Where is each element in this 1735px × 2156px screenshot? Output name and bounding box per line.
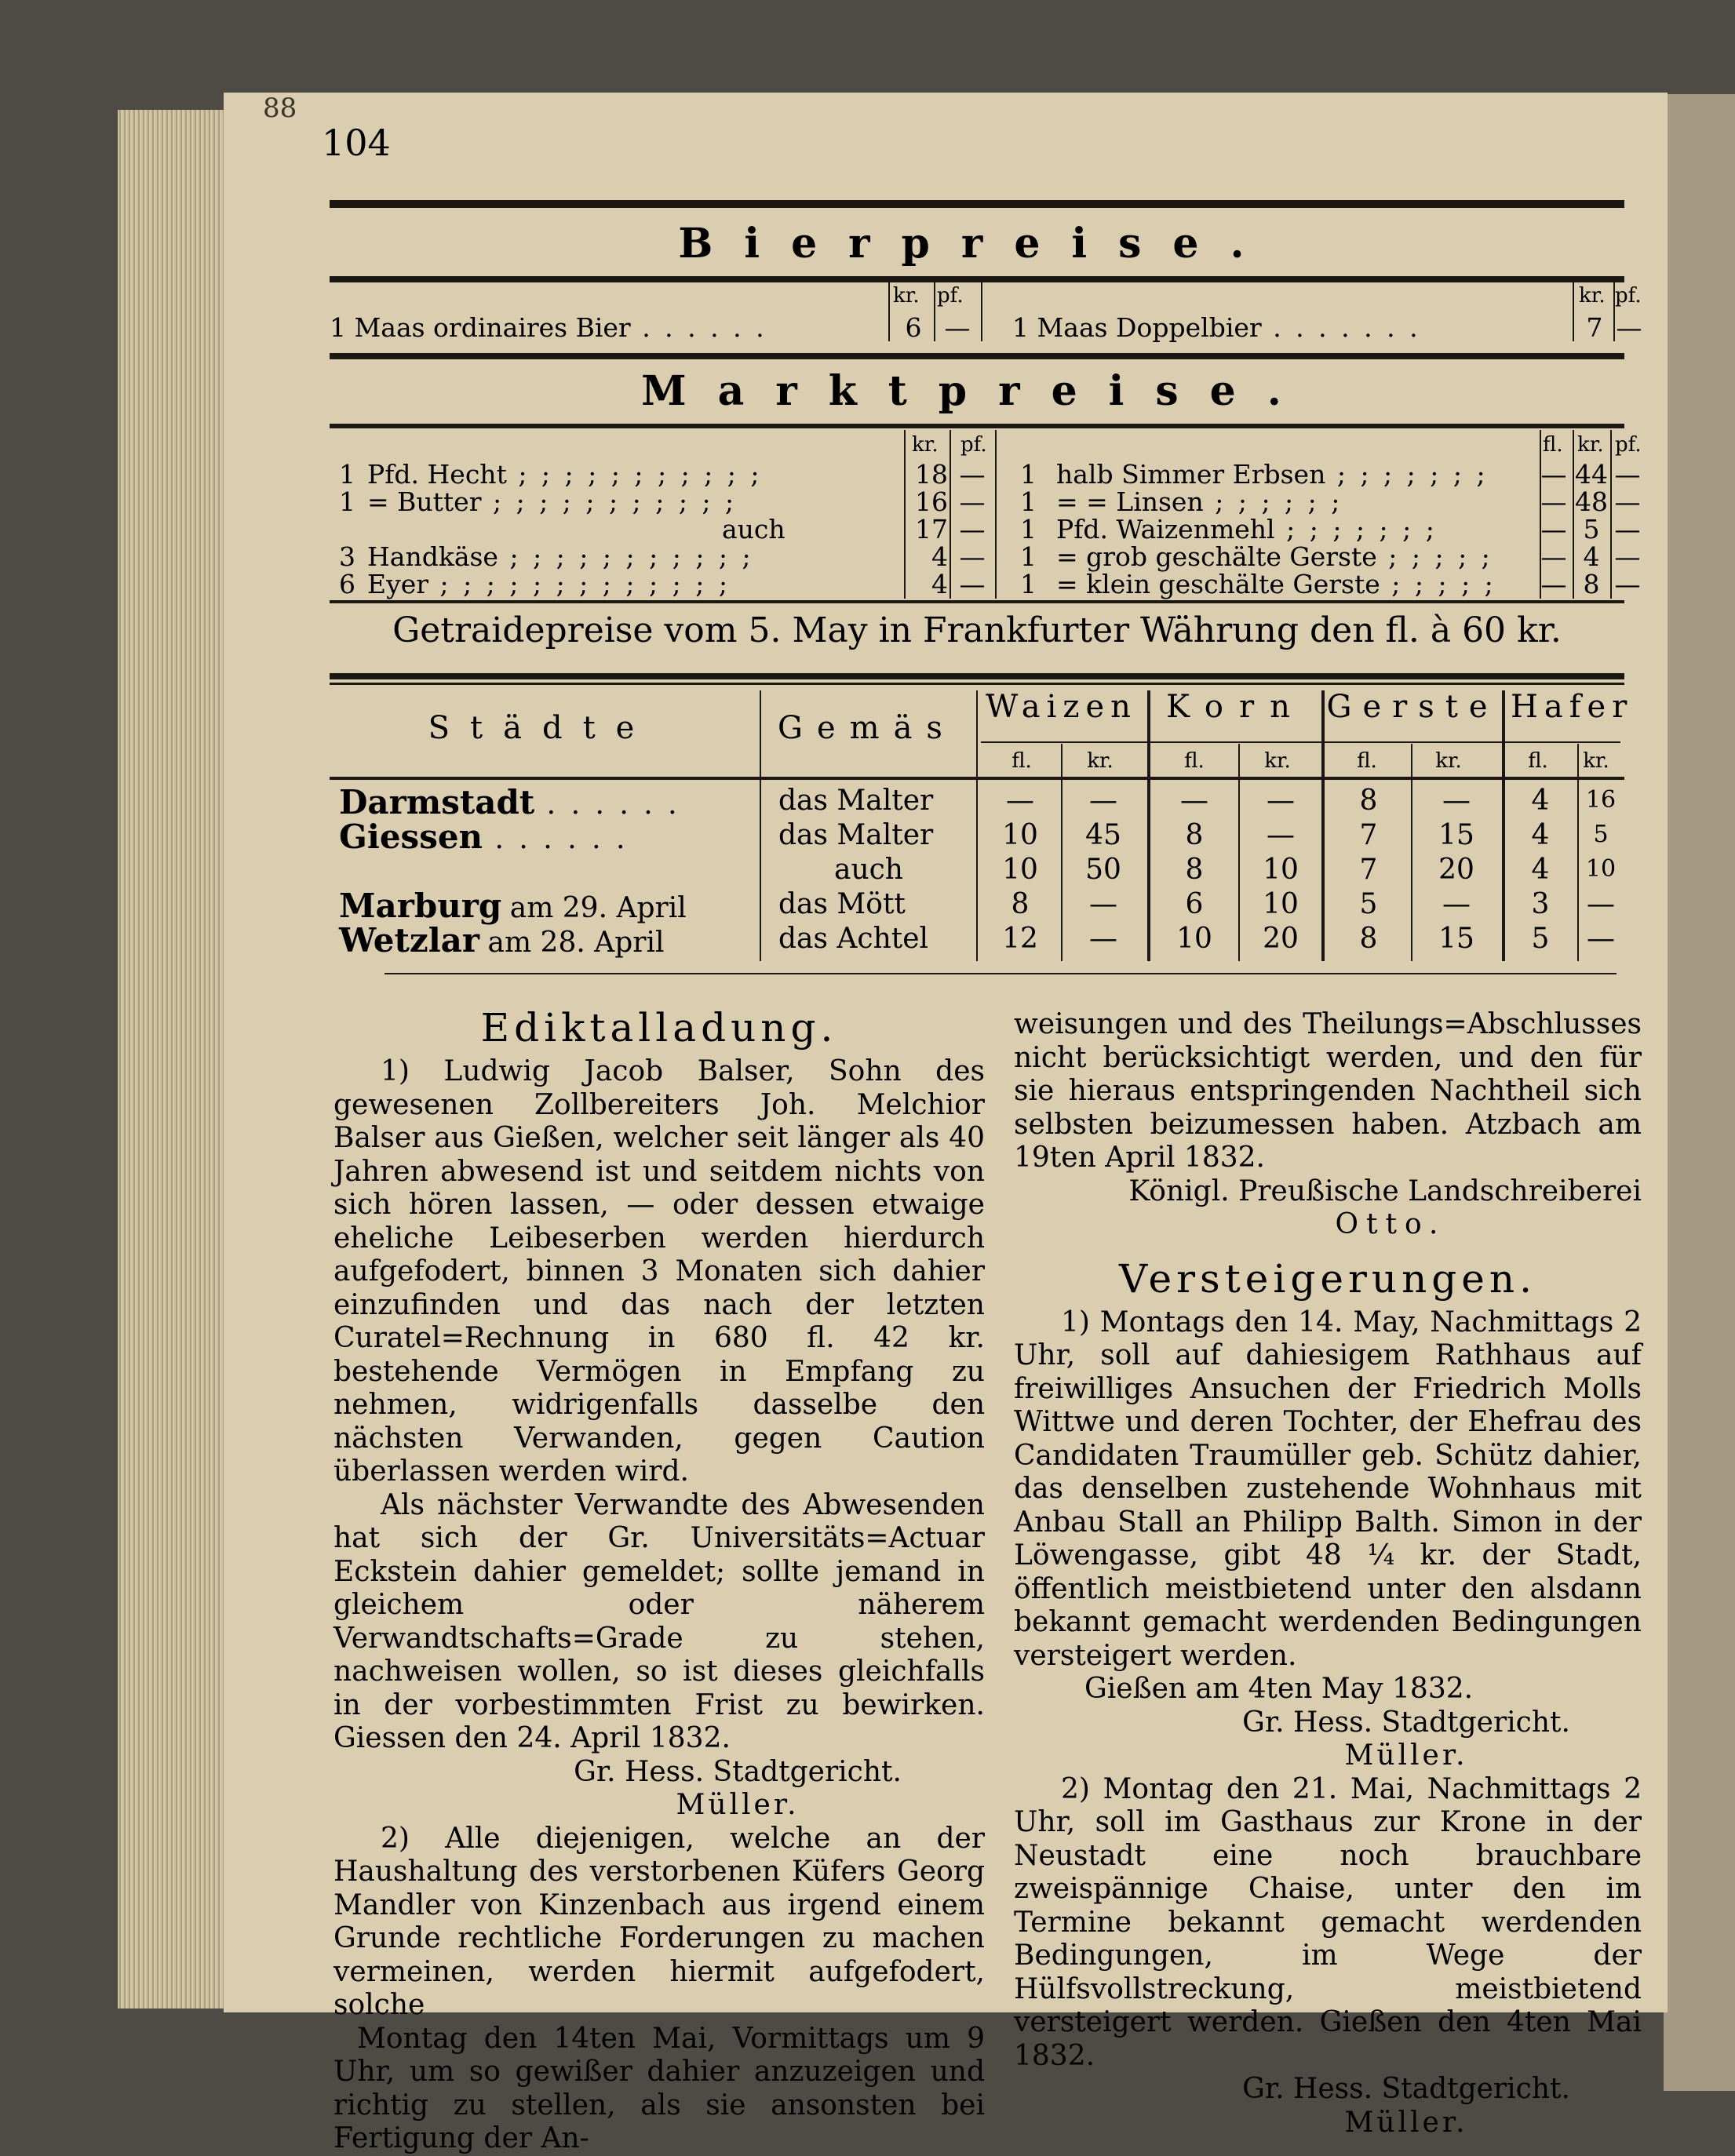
grain-korn-kr: 10	[1263, 888, 1299, 920]
grain-gerste-fl: 8	[1359, 923, 1378, 955]
markt-right-label: Pfd. Waizenmehl ; ; ; ; ; ; ;	[1056, 514, 1438, 544]
left-text-column	[334, 1000, 985, 2156]
markt-unit-kr: kr.	[912, 433, 939, 457]
markt-right-qty: 1	[1020, 569, 1037, 599]
bier-left-kr: 6	[905, 312, 922, 343]
grain-waizen-kr: —	[1089, 785, 1117, 817]
grain-gerste-fl: 5	[1359, 888, 1378, 920]
court-signature: Gr. Hess. Stadtgericht.	[1242, 2073, 1570, 2105]
grain-row-measure: das Achtel	[778, 923, 929, 955]
getraide-title: Getraidepreise vom 5. May in Frankfurter Währung den fl. à 60 kr.	[392, 610, 1562, 650]
markt-right-qty: 1	[1020, 459, 1037, 490]
grain-korn-fl: 6	[1185, 888, 1204, 920]
auction-2-text: 2) Montag den 21. Mai, Nachmittags 2 Uhr, soll im Gasthaus zur Krone in der Neustadt eine noch brauchbare zweispännige Chaise, unter den im Termine bekannt gemacht werdenden Bedingungen, im Wege der Hülfsvollstreckung, meistbietend versteigert werden. Gießen den 4ten Mai 1832.	[1014, 1772, 1642, 2072]
markt-left-kr: 17	[915, 514, 948, 544]
markt-right-fl: —	[1540, 569, 1567, 599]
markt-right-pf: —	[1614, 459, 1641, 490]
grain-row-measure: das Mött	[778, 888, 906, 920]
grain-hafer-fl: 4	[1531, 819, 1550, 851]
court-signature: Gr. Hess. Stadtgericht.	[1242, 1706, 1570, 1739]
markt-left-kr: 4	[931, 569, 948, 599]
table-divider	[1061, 744, 1063, 961]
markt-unit-fl: fl.	[1543, 433, 1563, 457]
court-signature: Gr. Hess. Stadtgericht.	[574, 1755, 902, 1788]
subheader-fl: fl.	[1357, 749, 1377, 773]
table-divider	[1411, 744, 1412, 961]
markt-left-pf: —	[959, 541, 986, 572]
table-divider	[1540, 430, 1541, 599]
markt-title: Marktpreise.	[641, 367, 1313, 415]
table-divider	[760, 690, 761, 961]
markt-left-pf: —	[959, 486, 986, 517]
bier-left-pf: —	[944, 312, 971, 343]
ediktalladung-heading: Ediktalladung.	[480, 1005, 838, 1051]
subheader-kr: kr.	[1583, 749, 1609, 773]
grain-gerste-kr: —	[1442, 888, 1471, 920]
header-korn: Korn	[1166, 689, 1306, 725]
markt-left-kr: 4	[931, 541, 948, 572]
ediktalladung-p2: Als nächster Verwandte des Abwesenden hat sich der Gr. Universitäts=Actuar Eckstein dahier gemeldet; sollte jemand in gleichem oder näherem Verwandtschafts=Grade zu stehen, nachweisen wollen, so ist dieses gleichfalls in der vorbestimmten Frist zu bewirken. Giessen den 24. April 1832.	[334, 1488, 985, 1754]
markt-left-pf: —	[959, 459, 986, 490]
grain-korn-fl: 8	[1185, 819, 1204, 851]
markt-right-fl: —	[1540, 459, 1567, 490]
bier-left-label: 1 Maas ordinaires Bier . . . . . .	[330, 312, 767, 343]
table-divider	[1613, 282, 1615, 341]
grain-hafer-kr: 16	[1585, 786, 1617, 814]
markt-unit-pf: pf.	[960, 433, 987, 457]
grain-korn-kr: —	[1267, 819, 1295, 851]
grain-gerste-fl: 7	[1359, 854, 1378, 886]
table-divider	[995, 430, 997, 599]
table-divider	[1573, 282, 1574, 341]
grain-hafer-fl: 3	[1531, 888, 1550, 920]
rule	[330, 600, 1624, 603]
markt-unit-kr: kr.	[1577, 433, 1604, 457]
grain-row-city: Giessen . . . . . .	[339, 818, 629, 856]
grain-korn-kr: 20	[1263, 923, 1299, 955]
table-divider	[1238, 744, 1240, 961]
judge-signature: Müller.	[1344, 2106, 1468, 2139]
bier-right-pf: —	[1616, 312, 1642, 343]
markt-right-kr: 5	[1583, 514, 1600, 544]
grain-gerste-kr: 15	[1438, 819, 1474, 851]
markt-left-qty: 1	[339, 459, 355, 490]
rule	[330, 673, 1624, 679]
subheader-fl: fl.	[1011, 749, 1032, 773]
grain-row-city: Wetzlar am 28. April	[339, 921, 665, 960]
grain-row-measure: auch	[834, 854, 903, 886]
table-divider	[1502, 690, 1505, 961]
rule	[330, 276, 1624, 282]
header-staedte: Städte	[428, 710, 655, 746]
grain-korn-fl: 8	[1185, 854, 1204, 886]
markt-left-kr: 18	[915, 459, 948, 490]
table-divider	[904, 430, 906, 599]
subheader-fl: fl.	[1184, 749, 1205, 773]
markt-left-label: Handkäse ; ; ; ; ; ; ; ; ; ; ;	[367, 541, 754, 572]
markt-right-kr: 4	[1583, 541, 1600, 572]
header-gerste: Gerste	[1326, 689, 1499, 725]
markt-right-label: = klein geschälte Gerste ; ; ; ; ;	[1056, 569, 1496, 599]
grain-waizen-kr: —	[1089, 888, 1117, 920]
markt-left-qty: 1	[339, 486, 355, 517]
grain-hafer-kr: 10	[1585, 855, 1617, 883]
markt-left-label: auch	[722, 514, 785, 544]
grain-hafer-fl: 5	[1531, 923, 1550, 955]
bier-unit-kr: kr.	[893, 284, 920, 308]
grain-waizen-fl: —	[1006, 785, 1034, 817]
grain-hafer-fl: 4	[1531, 854, 1550, 886]
rule	[385, 973, 1617, 974]
grain-gerste-kr: 20	[1438, 854, 1474, 886]
markt-right-pf: —	[1614, 486, 1641, 517]
table-divider	[934, 282, 935, 341]
table-divider	[950, 430, 951, 599]
table-divider	[976, 690, 978, 961]
right-text-column	[1014, 1008, 1642, 2140]
table-divider	[1577, 744, 1579, 961]
header-hafer: Hafer	[1511, 689, 1634, 725]
markt-right-fl: —	[1540, 541, 1567, 572]
subheader-kr: kr.	[1435, 749, 1462, 773]
grain-gerste-fl: 8	[1359, 785, 1378, 817]
rule	[330, 200, 1624, 208]
subheader-kr: kr.	[1264, 749, 1291, 773]
bier-right-kr: 7	[1586, 312, 1603, 343]
markt-left-label: = Butter ; ; ; ; ; ; ; ; ; ; ;	[367, 486, 738, 517]
table-divider	[1610, 430, 1612, 599]
ediktalladung-p1: 1) Ludwig Jacob Balser, Sohn des gewesenen Zollbereiters Joh. Melchior Balser aus Gießen, welcher seit länger als 40 Jahren abwesend ist und seitdem nichts von sich hören lassen, — oder dessen etwaige eheliche Leibeserben werden hierdurch aufgefodert, binnen 3 Monaten sich dahier einzufinden und das nach der letzten Curatel=Rechnung in 680 fl. 42 kr. bestehende Vermögen in Empfang zu nehmen, widrigenfalls dasselbe den nächsten Verwanden, gegen Caution überlassen werden wird.	[334, 1055, 985, 1488]
markt-right-kr: 48	[1575, 486, 1608, 517]
markt-left-label: Pfd. Hecht ; ; ; ; ; ; ; ; ; ; ;	[367, 459, 763, 490]
markt-right-kr: 44	[1575, 459, 1608, 490]
grain-waizen-fl: 10	[1002, 819, 1038, 851]
grain-gerste-fl: 7	[1359, 819, 1378, 851]
grain-hafer-fl: 4	[1531, 785, 1550, 817]
versteigerungen-heading: Versteigerungen.	[1119, 1255, 1536, 1302]
bier-unit-pf: pf.	[937, 284, 964, 308]
markt-right-label: = = Linsen ; ; ; ; ; ;	[1056, 486, 1343, 517]
officer-signature: Otto.	[1335, 1208, 1446, 1240]
rule	[981, 741, 1620, 743]
markt-left-label: Eyer ; ; ; ; ; ; ; ; ; ; ; ; ;	[367, 569, 731, 599]
page-number: 104	[322, 122, 391, 164]
auction-1-date: Gießen am 4ten May 1832.	[1084, 1673, 1474, 1705]
markt-left-qty: 6	[339, 569, 355, 599]
markt-right-qty: 1	[1020, 486, 1037, 517]
book-cover-edge	[1664, 94, 1735, 2091]
grain-row-measure: das Malter	[778, 819, 934, 851]
markt-unit-pf: pf.	[1615, 433, 1642, 457]
table-divider	[1321, 690, 1325, 961]
markt-right-pf: —	[1614, 569, 1641, 599]
markt-right-pf: —	[1614, 541, 1641, 572]
grain-waizen-fl: 12	[1002, 923, 1038, 955]
table-divider	[1573, 430, 1574, 599]
grain-hafer-kr: —	[1587, 923, 1615, 955]
markt-left-qty: 3	[339, 541, 355, 572]
markt-left-kr: 16	[915, 486, 948, 517]
header-waizen: Waizen	[986, 689, 1137, 725]
grain-waizen-kr: 45	[1085, 819, 1121, 851]
table-divider	[981, 282, 982, 341]
ediktalladung-p3: 2) Alle diejenigen, welche an der Haushaltung des verstorbenen Küfers Georg Mandler von Kinzenbach aus irgend einem Grunde rechtliche Forderungen zu machen vermeinen, werden hiermit aufgefodert, solche	[334, 1822, 985, 2021]
subheader-kr: kr.	[1087, 749, 1114, 773]
table-divider	[888, 282, 890, 341]
rule	[330, 683, 1624, 685]
grain-waizen-kr: 50	[1085, 854, 1121, 886]
grain-waizen-kr: —	[1089, 923, 1117, 955]
auction-1-text: 1) Montags den 14. May, Nachmittags 2 Uhr, soll auf dahiesigem Rathhaus auf freiwilliges Ansuchen der Friedrich Molls Wittwe und deren Tochter, der Ehefrau des Candidaten Traumüller geb. Schütz dahier, das denselben zustehende Wohnhaus mit Anbau Stall an Philipp Balth. Simon in der Löwengasse, gibt 48 ¼ kr. der Stadt, öffentlich meistbietend unter den alsdann bekannt gemacht werdenden Bedingungen versteigert werden.	[1014, 1306, 1642, 1672]
office-signature: Königl. Preußische Landschreiberei	[1128, 1175, 1642, 1207]
markt-right-fl: —	[1540, 486, 1567, 517]
markt-right-qty: 1	[1020, 541, 1037, 572]
markt-right-qty: 1	[1020, 514, 1037, 544]
grain-waizen-fl: 8	[1011, 888, 1030, 920]
notice-continuation: weisungen und des Theilungs=Abschlusses nicht berücksichtigt werden, und den für sie hieraus entspringenden Nachtheil sich selbsten beizumessen haben. Atzbach am 19ten April 1832.	[1014, 1008, 1642, 1174]
bier-title: Bierpreise.	[678, 220, 1276, 268]
grain-gerste-kr: 15	[1438, 923, 1474, 955]
judge-signature: Müller.	[1344, 1739, 1468, 1772]
grain-row-city: Marburg am 29. April	[339, 887, 687, 925]
grain-hafer-kr: 5	[1593, 821, 1609, 848]
table-divider	[1147, 690, 1150, 961]
bier-unit-pf: pf.	[1615, 284, 1642, 308]
markt-right-pf: —	[1614, 514, 1641, 544]
markt-left-pf: —	[959, 514, 986, 544]
rule	[330, 424, 1624, 428]
markt-left-pf: —	[959, 569, 986, 599]
grain-hafer-kr: —	[1587, 888, 1615, 920]
markt-right-fl: —	[1540, 514, 1567, 544]
markt-right-label: = grob geschälte Gerste ; ; ; ; ;	[1056, 541, 1493, 572]
previous-page-number: 88	[263, 93, 297, 124]
grain-korn-fl: —	[1180, 785, 1208, 817]
markt-right-label: halb Simmer Erbsen ; ; ; ; ; ; ;	[1056, 459, 1489, 490]
grain-row-city: Darmstadt . . . . . .	[339, 783, 680, 821]
grain-waizen-fl: 10	[1002, 854, 1038, 886]
ediktalladung-p4: Montag den 14ten Mai, Vormittags um 9 Uhr, um so gewißer dahier anzuzeigen und richtig zu stellen, als sie ansonsten bei Fertigung der An-	[334, 2022, 985, 2154]
bier-right-label: 1 Maas Doppelbier . . . . . . .	[1012, 312, 1421, 343]
subheader-fl: fl.	[1528, 749, 1548, 773]
grain-korn-kr: 10	[1263, 854, 1299, 886]
bier-unit-kr: kr.	[1579, 284, 1606, 308]
rule	[330, 353, 1624, 359]
markt-right-kr: 8	[1583, 569, 1600, 599]
grain-gerste-kr: —	[1442, 785, 1471, 817]
header-gemaess: Gemäs	[778, 710, 957, 746]
judge-signature: Müller.	[676, 1789, 800, 1821]
grain-korn-kr: —	[1267, 785, 1295, 817]
grain-row-measure: das Malter	[778, 785, 934, 817]
grain-korn-fl: 10	[1176, 923, 1212, 955]
